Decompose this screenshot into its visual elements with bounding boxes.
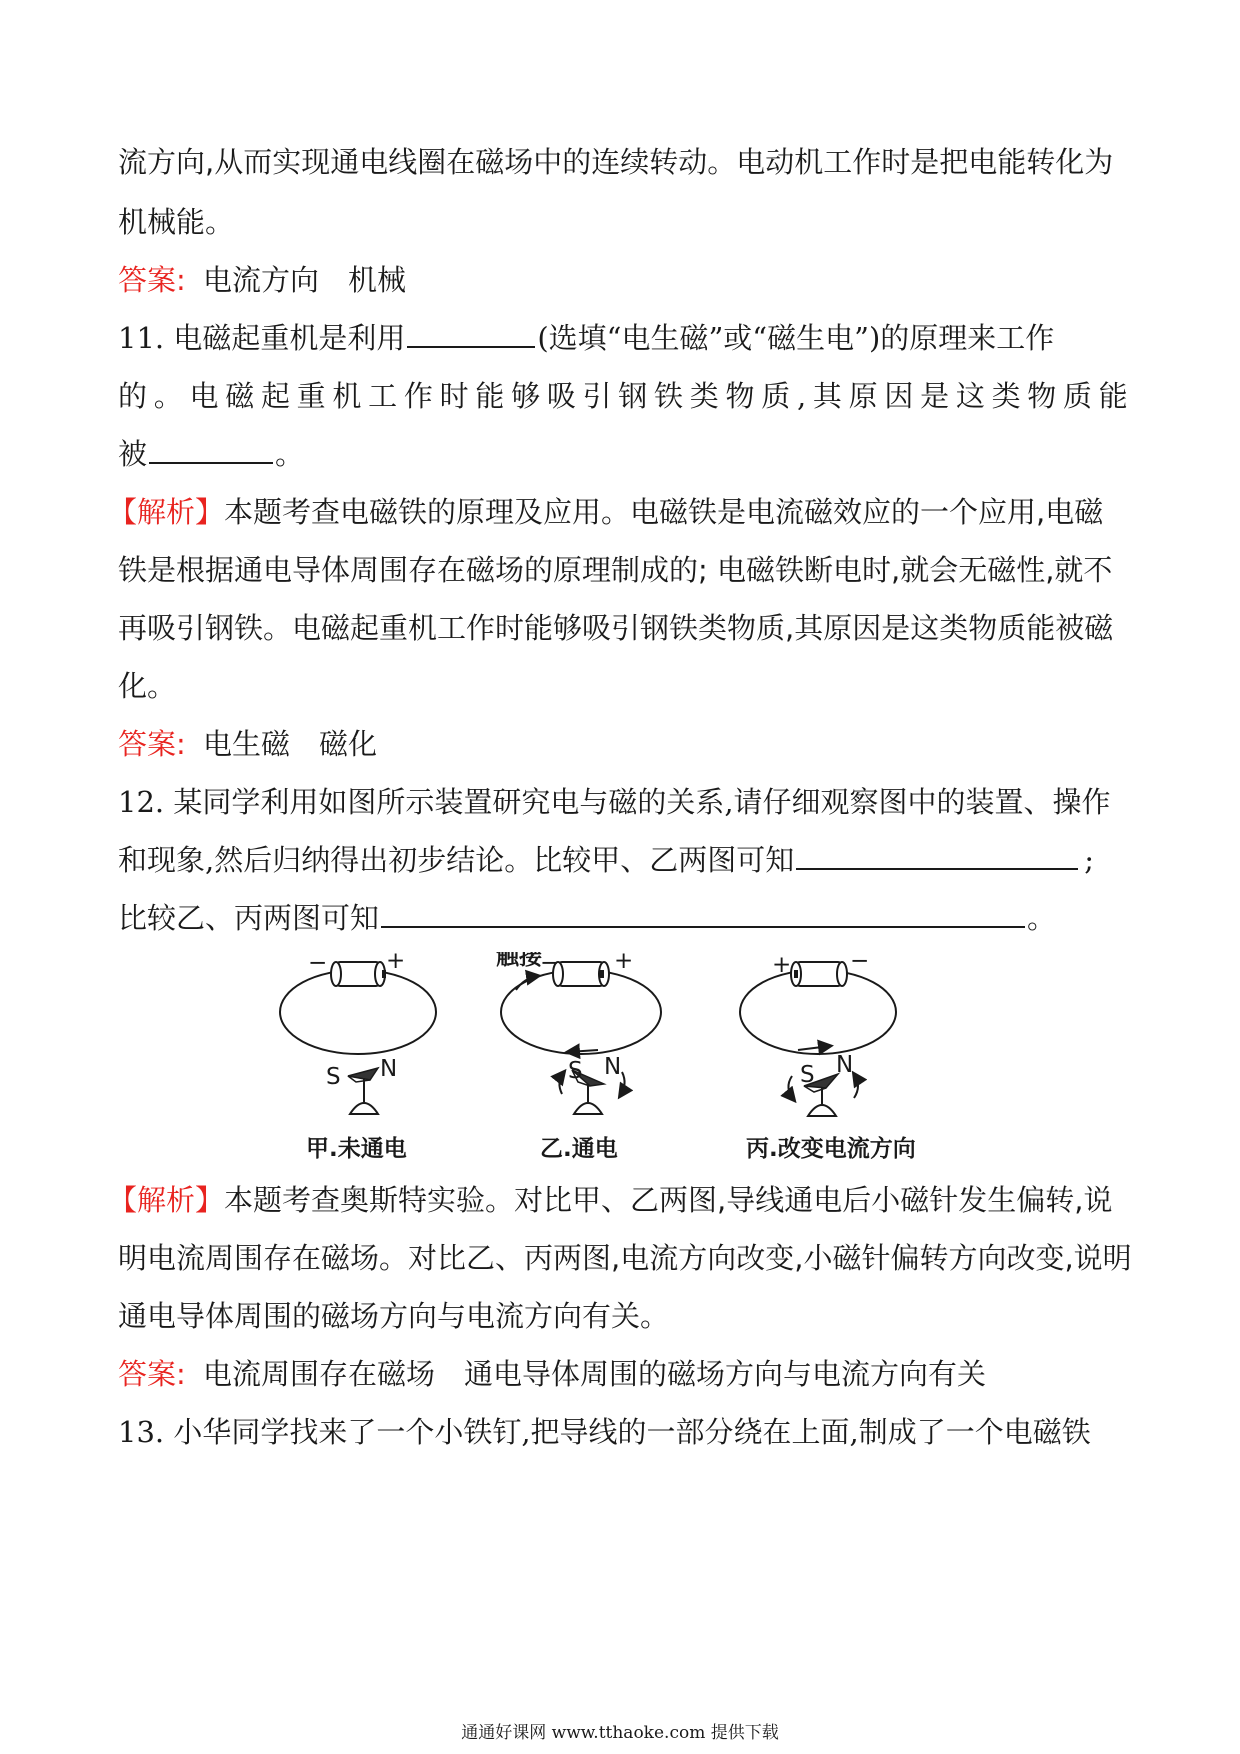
analysis-label: 【解析】	[108, 495, 225, 529]
caption-yi: 乙.通电	[540, 1136, 618, 1162]
answer-label: 答案:	[118, 1357, 186, 1391]
q11-line-2-char: 因	[884, 379, 914, 413]
q11-analysis-line-2: 铁是根据通电导体周围存在磁场的原理制成的; 电磁铁断电时,就会无磁性,就不	[118, 553, 1113, 587]
q10-answer	[118, 260, 406, 300]
oersted-experiment-figure	[278, 952, 928, 1162]
q12-stem-part-4: 。	[1027, 901, 1057, 935]
q11-analysis-line-4: 化。	[118, 669, 177, 703]
plus-sign: +	[386, 952, 406, 974]
s-pole-label: S	[326, 1064, 341, 1090]
q11-line-2-char: 物	[725, 379, 755, 413]
q13-line-1: 13. 小华同学找来了一个小铁钉,把导线的一部分绕在上面,制成了一个电磁铁	[118, 1415, 1091, 1449]
q11-stem-part-1: 11. 电磁起重机是利用	[118, 321, 406, 355]
s-pole-label: S	[568, 1058, 583, 1084]
panel-yi	[496, 952, 661, 1162]
minus-sign: −	[308, 952, 328, 976]
analysis-text: 本题考查电磁铁的原理及应用。电磁铁是电流磁效应的一个应用,电磁	[224, 495, 1104, 529]
minus-sign: −	[850, 952, 870, 974]
s-pole-label: S	[800, 1062, 815, 1088]
answer-text: 电流周围存在磁场 通电导体周围的磁场方向与电流方向有关	[203, 1357, 987, 1391]
n-pole-label: N	[604, 1054, 622, 1080]
q12-stem-part-3: 比较乙、丙两图可知	[118, 901, 380, 935]
q11-line-2-char: 是	[920, 379, 950, 413]
q12-blank-2[interactable]	[381, 902, 1025, 928]
plus-sign: +	[614, 952, 634, 974]
q11-line-2-char: 的	[118, 379, 148, 413]
answer-text: 电生磁 磁化	[203, 727, 378, 761]
n-pole-label: N	[836, 1052, 854, 1078]
q11-line-1	[118, 318, 1054, 358]
q11-line-2-char: 。	[153, 379, 183, 413]
q11-line-2-char: 作	[403, 379, 433, 413]
q10-analysis-line-1: 流方向,从而实现通电线圈在磁场中的连续转动。电动机工作时是把电能转化为	[118, 145, 1114, 179]
rotation-arrow-icon	[559, 1072, 564, 1094]
q11-analysis-line-1	[108, 492, 1103, 532]
q11-line-2-char: ,	[796, 379, 807, 413]
q11-line-2-char: 够	[511, 379, 541, 413]
panel-bing	[740, 952, 916, 1162]
q11-line-2-char: 这	[955, 379, 985, 413]
q12-line-3	[118, 898, 1056, 938]
q10-analysis-line-2: 机械能。	[118, 205, 235, 239]
q11-line-2-char: 物	[1027, 379, 1057, 413]
q11-line-2-char: 时	[439, 379, 469, 413]
touch-label: 触接	[496, 952, 542, 970]
q11-line-2-char: 能	[475, 379, 505, 413]
q11-line-2	[118, 376, 1128, 416]
q11-stem-part-3: 被	[118, 437, 148, 471]
q12-stem-part-1: 和现象,然后归纳得出初步结论。比较甲、乙两图可知	[118, 843, 795, 877]
q11-line-2-char: 能	[1098, 379, 1128, 413]
q12-analysis-line-3: 通电导体周围的磁场方向与电流方向有关。	[118, 1299, 670, 1333]
answer-text: 电流方向 机械	[203, 263, 407, 297]
oersted-figure-svg	[278, 952, 928, 1162]
q11-line-2-char: 起	[260, 379, 290, 413]
page-footer: 通通好课网 www.tthaoke.com 提供下载	[461, 1723, 779, 1743]
q12-analysis-line-2: 明电流周围存在磁场。对比乙、丙两图,电流方向改变,小磁针偏转方向改变,说明	[118, 1241, 1132, 1275]
caption-bing: 丙.改变电流方向	[746, 1136, 916, 1162]
q11-line-2-char: 铁	[654, 379, 684, 413]
answer-label: 答案:	[118, 727, 186, 761]
current-arrow-icon	[568, 1050, 598, 1052]
q11-line-2-char: 重	[296, 379, 326, 413]
rotation-arrow-icon	[854, 1074, 858, 1098]
q11-line-2-char: 原	[848, 379, 878, 413]
caption-jia: 甲.未通电	[306, 1136, 407, 1162]
minus-sign: −	[540, 952, 560, 976]
q11-line-2-char: 磁	[225, 379, 255, 413]
panel-jia	[280, 952, 436, 1162]
q12-stem-part-2: ;	[1084, 843, 1095, 877]
q11-line-2-char: 质	[1063, 379, 1093, 413]
q11-line-2-char: 其	[812, 379, 842, 413]
q12-line-2	[118, 840, 1094, 880]
battery-icon	[791, 962, 847, 986]
rotation-arrow-icon	[788, 1076, 794, 1100]
q12-line-1: 12. 某同学利用如图所示装置研究电与磁的关系,请仔细观察图中的装置、操作	[118, 785, 1111, 819]
q11-line-2-char: 工	[368, 379, 398, 413]
battery-icon	[331, 962, 386, 986]
q11-line-2-char: 类	[991, 379, 1021, 413]
q11-stem-part-2: (选填“电生磁”或“磁生电”)的原理来工作	[537, 321, 1055, 355]
q11-stem-part-4: 。	[275, 437, 305, 471]
q11-line-2-char: 质	[761, 379, 791, 413]
q11-line-2-char: 类	[689, 379, 719, 413]
q11-line-3	[118, 434, 304, 474]
current-arrow-icon	[798, 1046, 830, 1050]
q11-line-2-char: 引	[582, 379, 612, 413]
q11-line-2-char: 机	[332, 379, 362, 413]
q12-answer	[118, 1354, 986, 1394]
compass-needle-icon	[348, 1068, 378, 1114]
analysis-text: 本题考查奥斯特实验。对比甲、乙两图,导线通电后小磁针发生偏转,说	[224, 1183, 1113, 1217]
answer-label: 答案:	[118, 263, 186, 297]
q12-analysis-line-1	[108, 1180, 1112, 1220]
q12-blank-1[interactable]	[796, 844, 1078, 870]
battery-icon	[553, 962, 609, 986]
q11-blank-2[interactable]	[149, 438, 273, 464]
plus-sign: +	[772, 952, 792, 978]
n-pole-label: N	[380, 1056, 398, 1082]
analysis-label: 【解析】	[108, 1183, 225, 1217]
q11-analysis-line-3: 再吸引钢铁。电磁起重机工作时能够吸引钢铁类物质,其原因是这类物质能被磁	[118, 611, 1114, 645]
q11-line-2-char: 电	[189, 379, 219, 413]
q11-blank-1[interactable]	[407, 322, 535, 348]
q11-line-2-char: 钢	[618, 379, 648, 413]
q11-answer	[118, 724, 377, 764]
q11-line-2-char: 吸	[546, 379, 576, 413]
